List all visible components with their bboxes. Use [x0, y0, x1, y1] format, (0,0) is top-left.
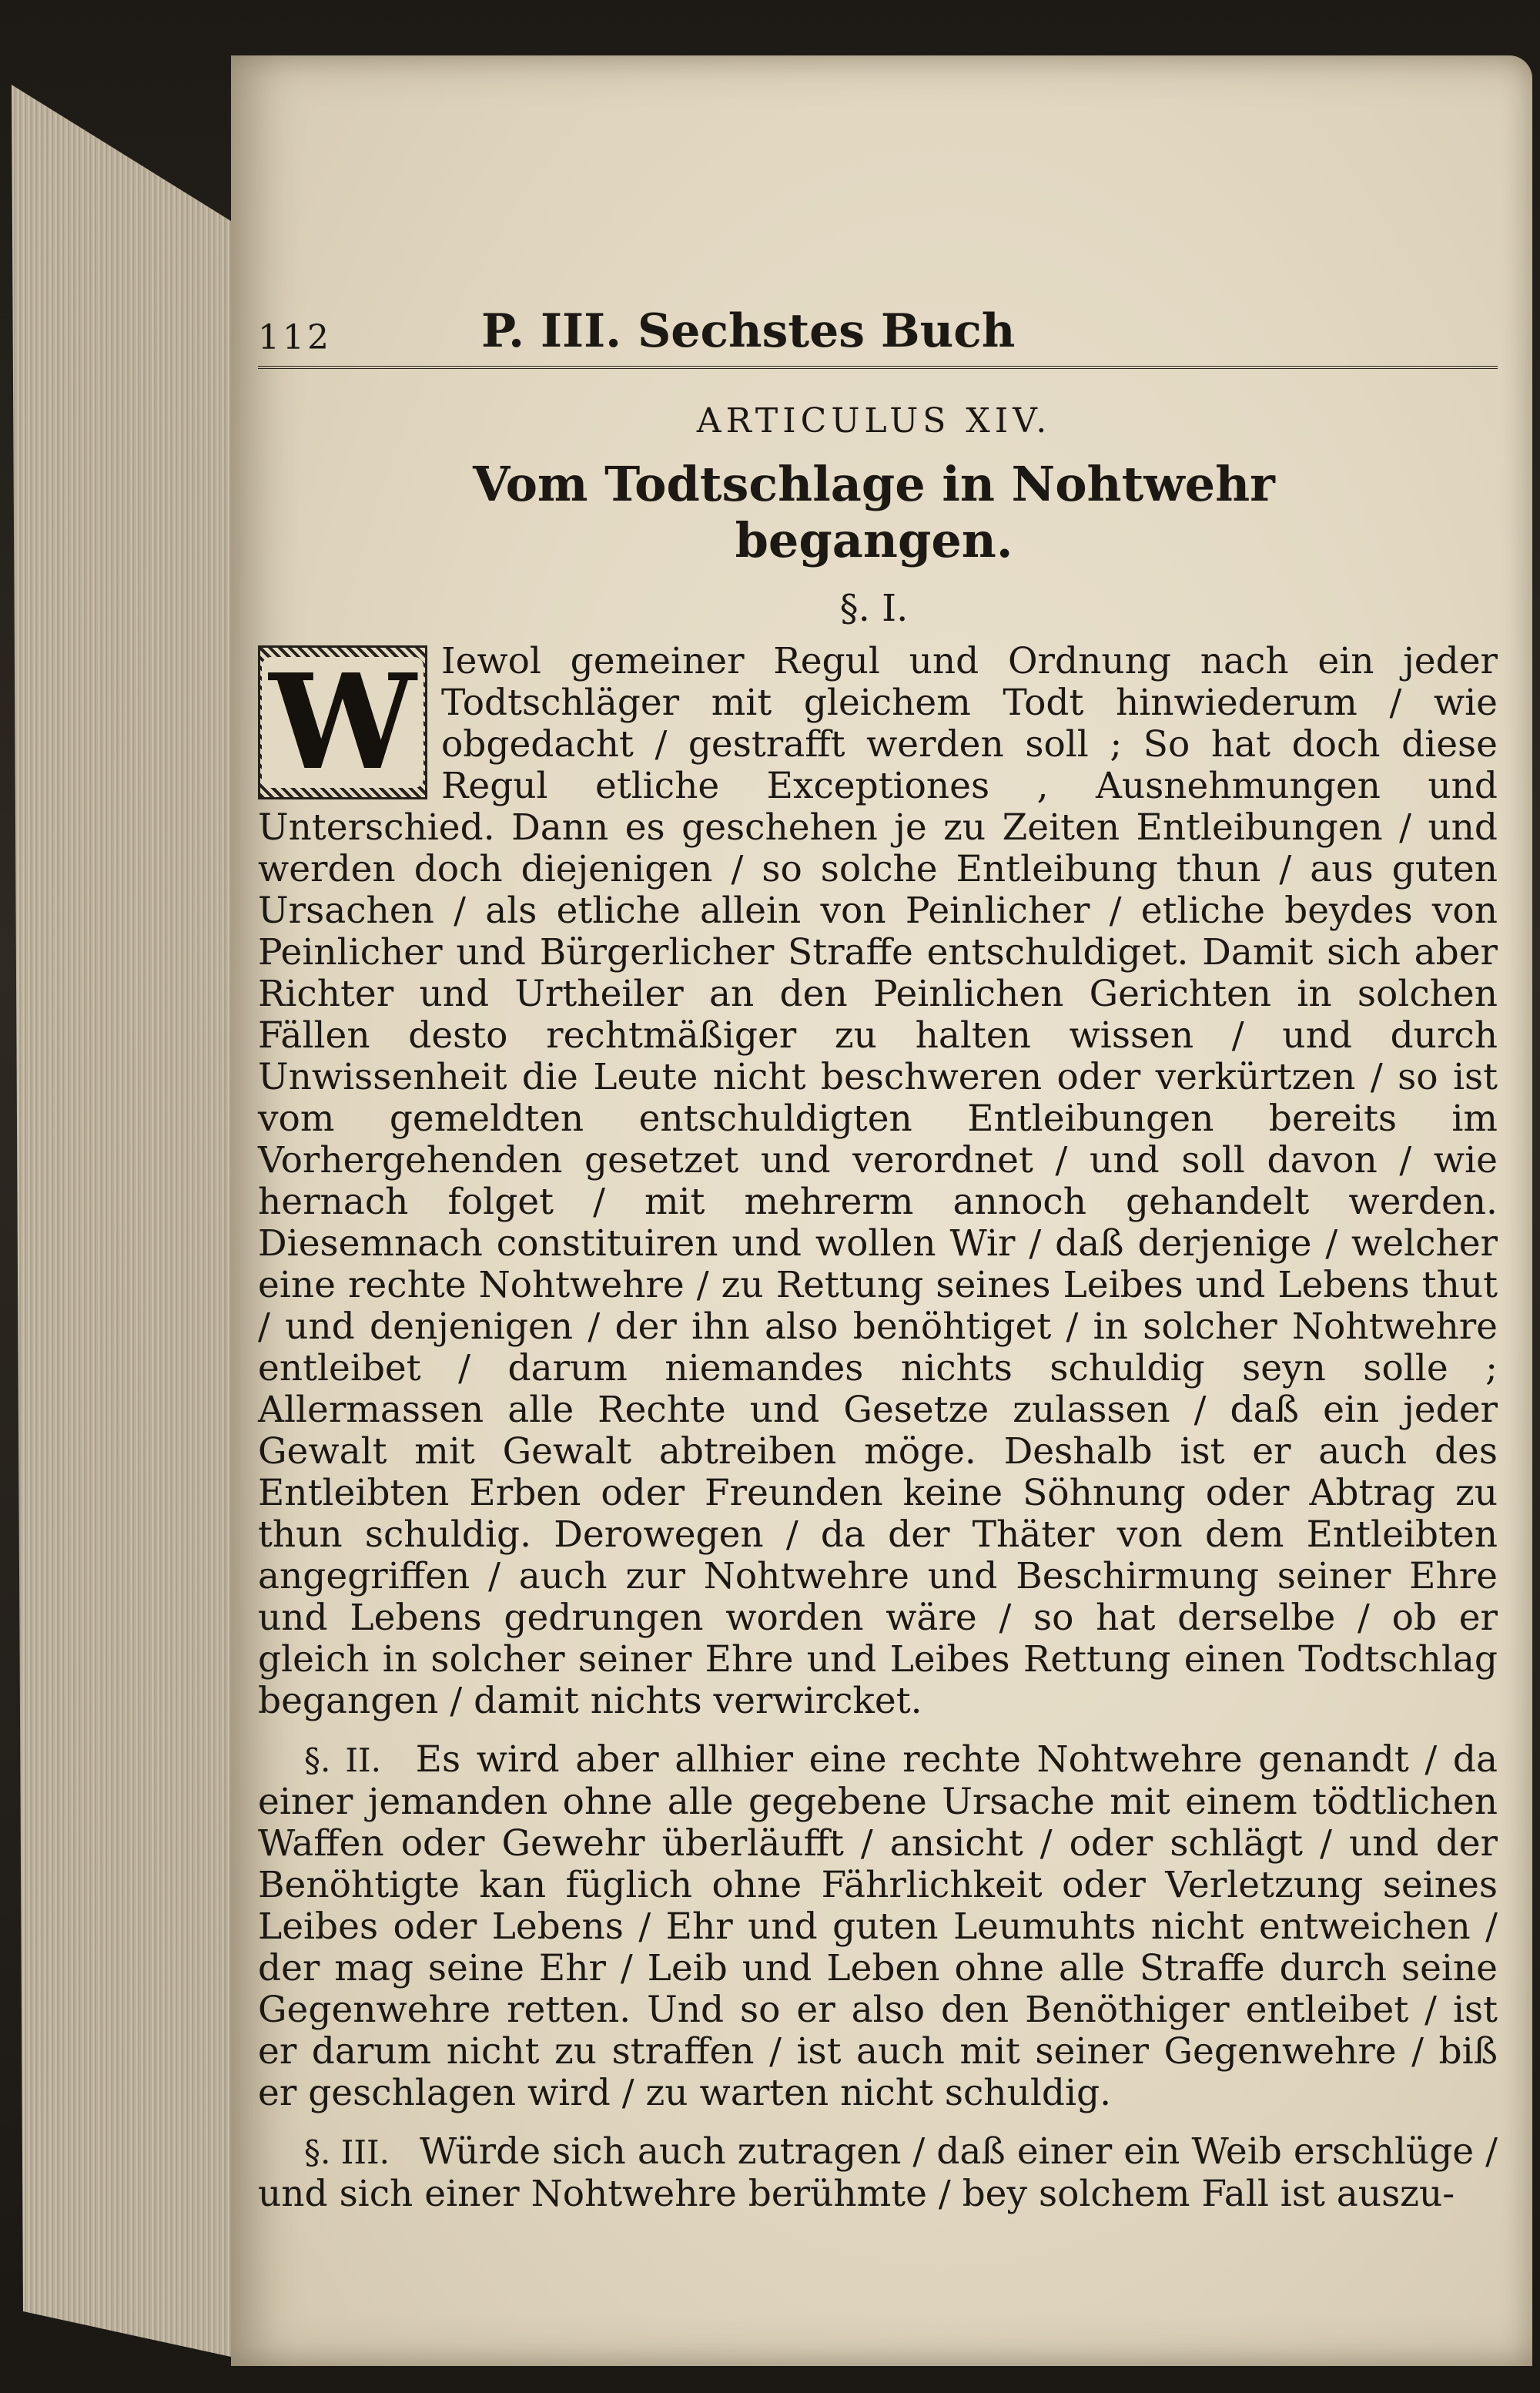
section-1-text: Iewol gemeiner Regul und Ordnung nach ein jeder Todtschläger mit gleichem Todt hinwiederum / wie obgedacht / gestrafft werden soll ; So hat doch diese Regul etliche Exceptiones , Ausnehmungen und Unterschied. Dann es geschehen je zu Zeiten Entleibungen / und werden doch diejenigen / so solche Entleibung thun / aus guten Ursachen / als etliche allein von Peinlicher / etliche beydes von Peinlicher und Bürgerlicher Straffe entschuldiget. Damit sich aber Richter und Urtheiler an den Peinlichen Gerichten in solchen Fällen desto rechtmäßiger zu halten wissen / und durch Unwissenheit die Leute nicht beschweren oder verkürtzen / so ist vom gemeldten entschuldigten Entleibungen bereits im Vorhergehenden gesetzet und verordnet / und soll davon / wie hernach folget / mit mehrerm annoch gehandelt werden. Diesemnach constituiren und wollen Wir / daß derjenige / welcher eine rechte Nohtwehre / zu Rettung seines Leibes und Lebens thut / und denjenigen / der ihn also benöhtiget / in solcher Nohtwehre entleibet / darum niemandes nichts schuldig seyn solle ; Allermassen alle Rechte und Gesetze zulassen / daß ein jeder Gewalt mit Gewalt abtreiben möge. Deshalb ist er auch des Entleibten Erben oder Freunden keine Söhnung oder Abtrag zu thun schuldig. Derowegen / da der Thäter von dem Entleibten angegriffen / auch zur Nohtwehre und Beschirmung seiner Ehre und Lebens gedrungen worden wäre / so hat derselbe / ob er gleich in solcher seiner Ehre und Leibes Rettung einen Todtschlag begangen / damit nichts verwircket.	[258, 640, 1498, 1722]
section-mark-1: §. I.	[839, 587, 909, 630]
page-number: 112	[258, 318, 332, 357]
section-2-text: Es wird aber allhier eine rechte Nohtwehre genandt / da einer jemanden ohne alle gegebene Ursache mit einem tödtlichen Waffen oder Gewehr überläufft / ansicht / oder schlägt / und der Benöhtigte kan füglich ohne Fährlichkeit oder Verletzung seines Leibes oder Lebens / Ehr und guten Leumuhts nicht entweichen / der mag seine Ehr / Leib und Leben ohne alle Straffe durch seine Gegenwehre retten. Und so er also den Benöthiger entleibet / ist er darum nicht zu straffen / ist auch mit seiner Gegenwehre / biß er geschlagen wird / zu warten nicht schuldig.	[258, 1738, 1498, 2114]
section-1-paragraph	[258, 641, 1498, 1722]
initial-letter: W	[262, 657, 424, 788]
section-mark-3: §. III.	[304, 2133, 390, 2171]
section-3-text: Würde sich auch zutragen / daß einer ein Weib erschlüge / und sich einer Nohtwehre berühmte / bey solchem Fall ist auszu-	[258, 2130, 1498, 2215]
running-head: P. III. Sechstes Buch	[481, 304, 1016, 358]
decorated-initial	[258, 645, 427, 799]
page-content	[258, 304, 1498, 2215]
book-page-edges	[0, 85, 231, 2357]
section-mark-2: §. II.	[304, 1741, 381, 1779]
section-3-paragraph	[258, 2131, 1498, 2215]
article-label: ARTICULUS XIV.	[696, 401, 1052, 441]
article-title: Vom Todtschlage in Nohtwehr begangen.	[473, 456, 1275, 568]
section-2-paragraph	[258, 1739, 1498, 2114]
page-header	[258, 304, 1498, 369]
